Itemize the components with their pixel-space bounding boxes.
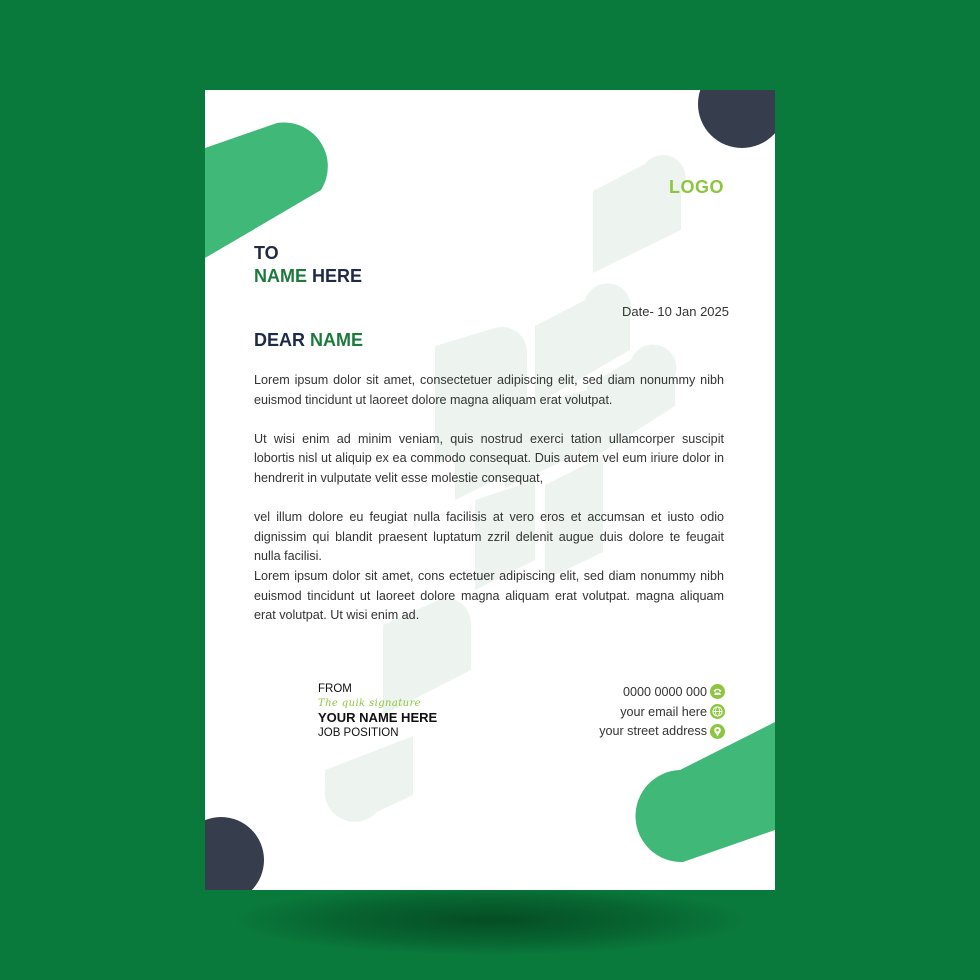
from-label: FROM — [318, 683, 352, 695]
recipient-to: TO — [254, 243, 279, 263]
salutation-dear: DEAR — [254, 330, 306, 350]
accent-pill-bottom-right — [635, 722, 775, 862]
contact-address — [599, 722, 725, 742]
contact-address-text: your street address — [599, 724, 707, 739]
body-paragraph: Lorem ipsum dolor sit amet, cons ectetuer adipiscing elit, sed diam nonummy nibh euismod tincidunt ut laoreet dolore magna aliquam erat volutpat. magna aliquam erat volutpat. Ut wisi enim ad. — [254, 568, 724, 623]
letter-body — [254, 371, 724, 626]
sender-block — [318, 682, 437, 740]
body-paragraph: Ut wisi enim ad minim veniam, quis nostrud exerci tation ullamcorper suscipit lobortis nisl ut aliquip ex ea commodo consequat. Duis autem vel eum iriure dolor in hendrerit in vulputate velit esse molestie consequat, — [254, 431, 724, 485]
phone-icon — [710, 684, 725, 699]
contact-block — [599, 682, 725, 741]
contact-email-text: your email here — [620, 704, 707, 719]
recipient-name-rest: HERE — [312, 266, 363, 286]
body-paragraph: Lorem ipsum dolor sit amet, consectetuer adipiscing elit, sed diam nonummy nibh euismod tincidunt ut laoreet dolore magna aliquam erat volutpat. — [254, 373, 724, 407]
logo: LOGO — [669, 177, 724, 197]
dark-circle-top-right — [698, 90, 775, 148]
page-shadow — [235, 885, 745, 955]
location-pin-icon — [710, 724, 725, 739]
body-paragraph: vel illum dolore eu feugiat nulla facilisis at vero eros et accumsan et iusto odio dignissim qui blandit praesent luptatum zzril delenit augue duis dolore te feugait nulla facilisi. — [254, 510, 724, 564]
sender-position: JOB POSITION — [318, 727, 399, 739]
recipient-block — [254, 242, 362, 288]
salutation-name: NAME — [310, 330, 364, 350]
sender-name: YOUR NAME HERE — [318, 710, 438, 725]
recipient-name — [254, 265, 362, 288]
contact-phone-text: 0000 0000 000 — [622, 684, 707, 699]
accent-pill-top-left — [205, 122, 328, 258]
signature: The quik signature — [318, 698, 421, 709]
contact-email — [599, 702, 725, 722]
watermark-shape — [325, 736, 413, 822]
globe-icon — [710, 704, 725, 719]
salutation — [254, 330, 363, 351]
letterhead-page — [205, 90, 775, 890]
recipient-name-green: NAME — [254, 266, 307, 286]
dark-circle-bottom-left — [205, 817, 264, 890]
letter-date: Date- 10 Jan 2025 — [622, 304, 729, 319]
watermark-shape — [593, 155, 686, 273]
contact-phone — [599, 682, 725, 702]
